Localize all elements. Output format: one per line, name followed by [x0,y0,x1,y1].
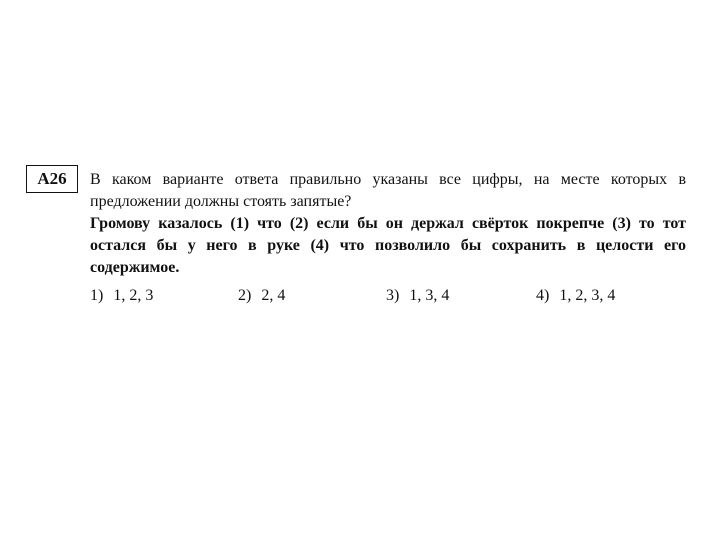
option-number: 3) [386,287,400,304]
option-text: 2, 4 [261,287,286,304]
answer-option-2[interactable] [238,286,285,306]
option-number: 2) [238,287,252,304]
option-text: 1, 3, 4 [409,287,450,304]
option-number: 4) [536,287,550,304]
answer-option-1[interactable] [90,286,153,306]
answer-option-4[interactable] [536,286,615,306]
task-number-label: А26 [26,165,78,193]
task-body [90,169,686,279]
answer-option-3[interactable] [386,286,449,306]
option-text: 1, 2, 3, 4 [559,287,616,304]
task-question: В каком варианте ответа правильно указаны все цифры, на месте которых в предложении должны стоять запятые? [90,171,686,210]
option-number: 1) [90,287,104,304]
option-text: 1, 2, 3 [113,287,154,304]
task-sentence: Громову казалось (1) что (2) если бы он держал свёрток покрепче (3) то тот остался бы у него в руке (4) что позволило бы сохранить в целости его содержимое. [90,215,686,276]
